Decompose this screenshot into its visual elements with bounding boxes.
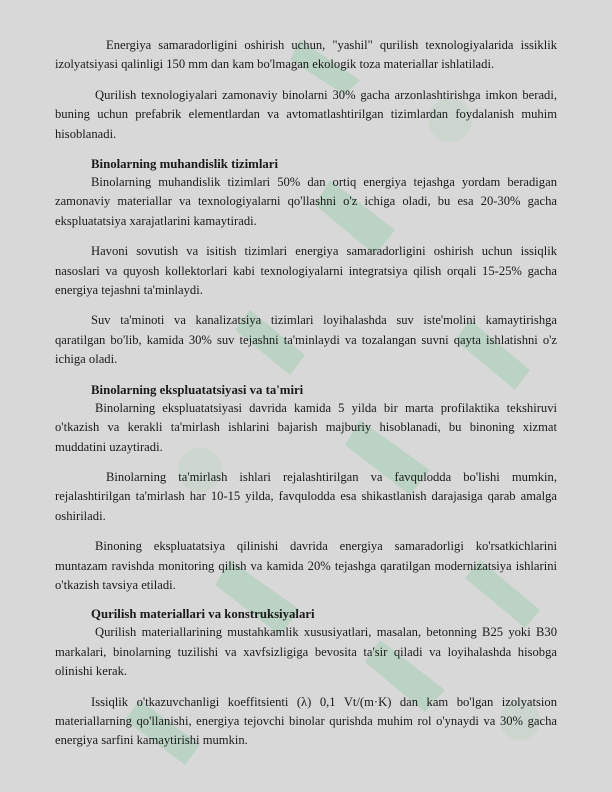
paragraph: Qurilish materiallarining mustahkamlik xususiyatlari, masalan, betonning B25 yoki B30 markalari, binolarning tuzilishi va xavfsizligiga bevosita ta'sir qiladi va loyihalashda hisobga olinishi kerak. — [55, 625, 557, 679]
section-heading: Binolarning ekspluatatsiyasi va ta'miri — [91, 382, 304, 397]
section-heading: Binolarning muhandislik tizimlari — [91, 157, 279, 172]
paragraph: Binoning ekspluatatsiya qilinishi davrida energiya samaradorligi ko'rsatkichlarini muntazam ravishda monitoring qilish va kamida 20% tejashga qaratilgan modernizatsiya ishlarini o'tkazish tavsiya etiladi. — [55, 539, 557, 592]
paragraph: Havoni sovutish va isitish tizimlari energiya samaradorligini oshirish uchun issiqlik nasoslari va quyosh kollektorlari kabi texnologiyalarni integratsiya qilish orqali 15-25% gacha energiya tejashni ta'minlaydi. — [55, 244, 557, 298]
paragraph: Qurilish texnologiyalari zamonaviy binolarni 30% gacha arzonlashtirishga imkon beradi, buning uchun prefabrik elementlardan va avtomatlashtirilgan tizimlardan foydalanish muhim hisoblanadi. — [55, 87, 557, 141]
paragraph: Binolarning muhandislik tizimlari 50% dan ortiq energiya tejashga yordam beradigan zamonaviy materiallar va texnologiyalarni qo'llashni o'z ichiga oladi, bu esa 20-30% gacha ekspluatatsiya xarajatlarini kamaytiradi. — [55, 175, 557, 228]
paragraph: Energiya samaradorligini oshirish uchun, "yashil" qurilish texnologiyalarida issiklik izolyatsiyasi qalinligi 150 mm dan kam bo'lmagan ekologik toza materiallar ishlatiladi. — [55, 38, 557, 72]
paragraph: Issiqlik o'tkazuvchanligi koeffitsienti (λ) 0,1 Vt/(m·K) dan kam bo'lgan izolyatsion materiallarning qo'llanishi, energiya tejovchi binolar qurishda muhim rol o'ynaydi va 30% gacha energiya sarfini kamaytirishi mumkin. — [55, 694, 557, 748]
document-body — [55, 36, 557, 751]
paragraph: Suv ta'minoti va kanalizatsiya tizimlari loyihalashda suv iste'molini kamaytirishga qaratilgan bo'lib, kamida 30% suv tejashni ta'minlaydi va tozalangan suvni qayta ishlatishni o'z ichiga oladi. — [55, 313, 557, 367]
paragraph: Binolarning ekspluatatsiyasi davrida kamida 5 yilda bir marta profilaktika tekshiruvi o'tkazish va kerakli ta'mirlash ishlarini bajarish majburiy hisoblanadi, bu binoning xizmat muddatini uzaytiradi. — [55, 400, 557, 454]
section-heading: Qurilish materiallari va konstruksiyalari — [91, 607, 315, 622]
paragraph: Binolarning ta'mirlash ishlari rejalashtirilgan va favqulodda bo'lishi mumkin, rejalashtirilgan ta'mirlash har 10-15 yilda, favqulodda esa shikastlanish darajasiga qarab amalga oshiriladi. — [55, 469, 557, 523]
